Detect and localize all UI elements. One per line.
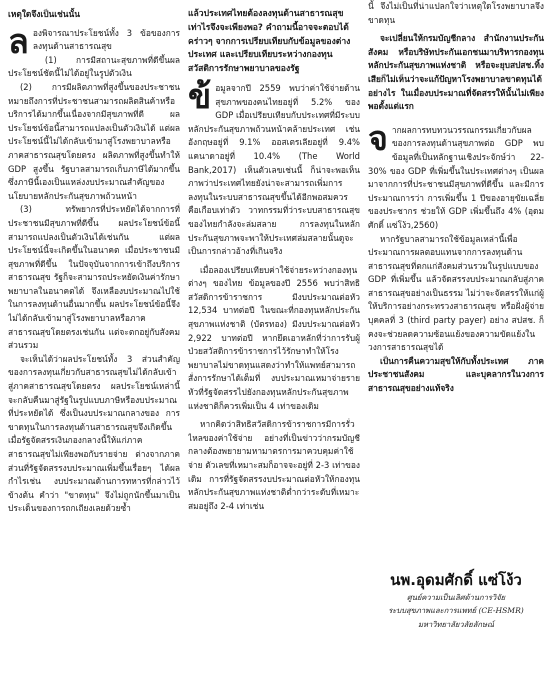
question-heading: แล้วประเทศไทยต้องลงทุนด้านสาธารณสุขเท่าไรจึงจะเพียงพอ? คำถามนี้อาจจะตอบได้คร่าวๆ จากการเปรียบเทียบกับข้อมูลของต่างประเทศ และเปรียบเทียบระหว่างกองทุนสวัสดิการรักษาพยาบาลของรัฐ [188, 9, 351, 75]
continuation-paragraph: นี้ จึงไม่เป็นที่น่าแปลกใจว่าเหตุใดโรงพยาบาลจึงขาดทุน [368, 1, 544, 25]
benefit-item-1: (1) การมีสถานะสุขภาพที่ดีขึ้นผลประโยชน์ชัดนี้ไม่ได้อยู่ในรูปตัวเงิน [8, 54, 180, 79]
intro-text: องพิจารณาประโยชน์ทั้ง 3 ข้อของการลงทุนด้านสาธารณสุข [32, 27, 180, 52]
column-1 [8, 0, 180, 690]
column-3 [368, 0, 544, 690]
leakage-paragraph: หากคิดว่าสิทธิสวัสดิการข้าราชการมีการรั่วไหลของค่าใช้จ่าย อย่างที่เป็นข่าวว่ากรมบัญชีกลางต้องพยายามหามาตรการมาควบคุมค่าใช้จ่าย ตัวเลขที่เหมาะสมก็อาจจะอยู่ที่ 2-3 เท่าของเดิม การที่รัฐจัดสรรงบประมาณต่อหัวให้กองทุนหลักประกันสุขภาพแห่งชาติต่ำกว่าระดับที่เหมาะสมอยู่ถึง 2-4 เท่าเช่น [188, 419, 360, 511]
data-paragraph [188, 76, 360, 259]
drop-cap: จ [368, 118, 388, 159]
evidence-paragraph-text: ากผลการทบทวนวรรณกรรมเกี่ยวกับผลของการลงทุนด้านสุขภาพต่อ GDP พบข้อมูลที่เป็นหลักฐานเชิงประจักษ์ว่า 22-30% ของ GDP ที่เพิ่มขึ้นในประเทศต่างๆ เป็นผลมาจากการที่ประชาชนมีสุขภาพที่ดีขึ้น และมีการประมาณการว่า การเพิ่มขึ้น 1 ปีของอายุขัยเฉลี่ยของประชากร ช่วยให้ GDP เพิ่มขึ้นถึง 4% (อุดมศักดิ์ แซ่โง้ว,2560) [368, 124, 544, 230]
author-affiliation-2: ระบบสุขภาพและการแพทย์ (CE-HSMR) [388, 606, 524, 616]
intro-paragraph [8, 21, 180, 62]
author-affiliation-1: ศูนย์ความเป็นเลิศด้านการวิจัย [406, 593, 506, 602]
policy-paragraph: หากรัฐบาลสามารถใช้ข้อมูลเหล่านี้เพื่อประมาณการผลตอบแทนจากการลงทุนด้านสาธารณสุขที่ตกแก่สังคมส่วนรวมในรูปแบบของ GDP ที่เพิ่มขึ้น แล้วจัดสรรงบประมาณกลับสู่ภาคสาธารณสุขอย่างเป็นธรรม ไม่ว่าจะจัดสรรให้แก่ผู้ให้บริการอย่างกระทรวงสาธารณสุข หรือฝั่งผู้จ่ายบุคคลที่ 3 (third party payer) อย่าง สปสช. ก็คงจะช่วยลดความซ้อนแย้งของความขัดแย้งในวงการสาธารณสุขได้ [368, 233, 544, 353]
comparison-paragraph: เมื่อลองเปรียบเทียบค่าใช้จ่ายระหว่างกองทุนต่างๆ ของไทย ข้อมูลของปี 2556 พบว่าสิทธิสวัสดิการข้าราชการ มีงบประมาณต่อหัว 12,534 บาทต่อปี ในขณะที่กองทุนหลักประกันสุขภาพแห่งชาติ (บัตรทอง) มีงบประมาณต่อหัว 2,922 บาทต่อปี หากยึดเอาหลักที่ว่าการรับผู้ป่วยสวัสดิการข้าราชการไว้รักษาทำให้โรงพยาบาลไม่ขาดทุนแสดงว่าทำให้แพทย์สามารถสั่งการรักษาได้เต็มที่ งบประมาณเหมาจ่ายรายหัวที่รัฐจัดสรรไปยังกองทุนหลักประกันสุขภาพแห่งชาติก็ควรเพิ่มเป็น 4 เท่าของเดิม [188, 264, 360, 411]
benefit-item-3: (3) ทรัพยากรที่ประหยัดได้จากการที่ประชาชนมีสุขภาพที่ดีขึ้น ผลประโยชน์ข้อนี้สามารถแปลงเป็นตัวเงินได้เช่นกัน แต่ผลประโยชน์นี้จะเกิดขึ้นในอนาคต เมื่อประชาชนมีสุขภาพที่ดีขึ้น ในปัจจุบันจากการเข้าถึงบริการสาธารณสุข รัฐก็จะสามารถประหยัดเงินค่ารักษาพยาบาลในอนาคตได้ จึงเหลืองบประมาณไปใช้ในการลงทุนด้านอื่นมากขึ้น ผลประโยชน์ข้อนี้จึงไม่ได้กลับเข้ามาสู่โรงพยาบาลหรือภาคสาธารณสุขโดยตรงเช่นกัน แต่จะตกอยู่กับสังคมส่วนรวม [8, 204, 180, 351]
author-affiliation-3: มหาวิทยาลัยวลัยลักษณ์ [417, 619, 495, 629]
benefit-item-2: (2) การมีผลิตภาพที่สูงขึ้นของประชาชน หมายถึงการที่ประชาชนสามารถผลิตสินค้าหรือบริการได้มากขึ้นเนื่องจากมีสุขภาพที่ดี ผลประโยชน์ข้อนี้สามารถแปลงเป็นตัวเงินได้ แต่ผลประโยชน์นี้ไม่ได้กลับเข้ามาสู่โรงพยาบาลหรือภาคสาธารณสุขโดยตรง ผลิตภาพที่สูงขึ้นทำให้ GDP สูงขึ้น รัฐบาลสามารถเก็บภาษีได้มากขึ้น ซึ่งภาษีนี้เองเป็นแหล่งงบประมาณสำคัญของนโยบายหลักประกันสุขภาพถ้วนหน้า [8, 81, 180, 201]
closing-paragraph: จะเห็นได้ว่าผลประโยชน์ทั้ง 3 ส่วนสำคัญของการลงทุนเกี่ยวกับสาธารณสุขไม่ได้กลับเข้าสู่ภาคสาธารณสุขโดยตรง ผลประโยชน์เหล่านี้จะกลับคืนมาสู่รัฐในรูปแบบภาษีหรืองบประมาณที่ประหยัดได้ ซึ่งเป็นงบประมาณกลางของ การขาดทุนในการลงทุนด้านสาธารณสุขจึงเกิดขึ้นเมื่อรัฐจัดสรรเงินกองกลางนี้ให้แก่ภาคสาธารณสุขไม่เพียงพอกับรายจ่าย ต่างจากภาคส่วนที่รัฐจัดสรรงบประมาณเพิ่มขึ้นเรื่อยๆ ได้ผลกำไรเช่น งบประมาณด้านการทหารที่กล่าวไว้ข้างต้น คำว่า "ขาดทุน" จึงไม่ถูกนักขึ้นมาเป็นประเด็นของการถกเถียงเลยด้วยซ้ำ [8, 353, 180, 514]
data-paragraph-text: อมูลจากปี 2559 พบว่าค่าใช้จ่ายด้านสุขภาพของคนไทยอยู่ที่ 5.2% ของ GDP เมื่อเปรียบเทียบกับประเทศที่มีระบบหลักประกันสุขภาพถ้วนหน้าคล้ายประเทศ เช่น อังกฤษอยู่ที่ 9.1% ออสเตรเลียอยู่ที่ 9.4% แคนาดาอยู่ที่ 10.4% (The World Bank,2017) เห็นตัวเลขเช่นนี้ ก็น่าจะพอเห็นภาพว่าประเทศไทยยังน่าจะสามารถเพิ่มการลงทุนในระบบสาธารณสุขขึ้นได้อีกพอสมควร คือเกือบเท่าตัว วาทกรรมที่ว่าระบบสาธารณสุขของไทยกำลังจะล่มสลาย การลงทุนในหลักประกันสุขภาพจะพาให้ประเทศล่มสลายนั้นดูจะเป็นการกล่าวอ้างที่เกินจริง [188, 82, 360, 257]
evidence-paragraph [368, 118, 544, 233]
highlight-paragraph: จะเปลี่ยนให้กรมบัญชีกลาง สำนักงานประกันสังคม หรือบริษัทประกันเอกชนมาบริหารกองทุนหลักประกันสุขภาพแห่งชาติ หรือจะยุบสปสช.ทิ้งเสียก็ไม่เห็นว่าจะแก้ปัญหาโรงพยาบาลขาดทุนได้อย่างไร ในเมื่องบประมาณที่จัดสรรให้นั้นไม่เพียงพอตั้งแต่แรก [368, 33, 544, 112]
drop-cap: ข้ [188, 76, 212, 117]
closing-highlight: เป็นการคืนความสุขให้กับทั้งประเทศ ภาคประชาชนสังคม และบุคลากรในวงการสาธารณสุขอย่างแท้จริง [368, 355, 544, 394]
column-2 [188, 0, 360, 690]
section-heading: เหตุใดจึงเป็นเช่นนั้น [8, 9, 80, 19]
author-name: นพ.อุดมศักดิ์ แซ่โง้ว [390, 571, 522, 589]
author-block [368, 570, 544, 630]
drop-cap: ล [8, 21, 29, 62]
